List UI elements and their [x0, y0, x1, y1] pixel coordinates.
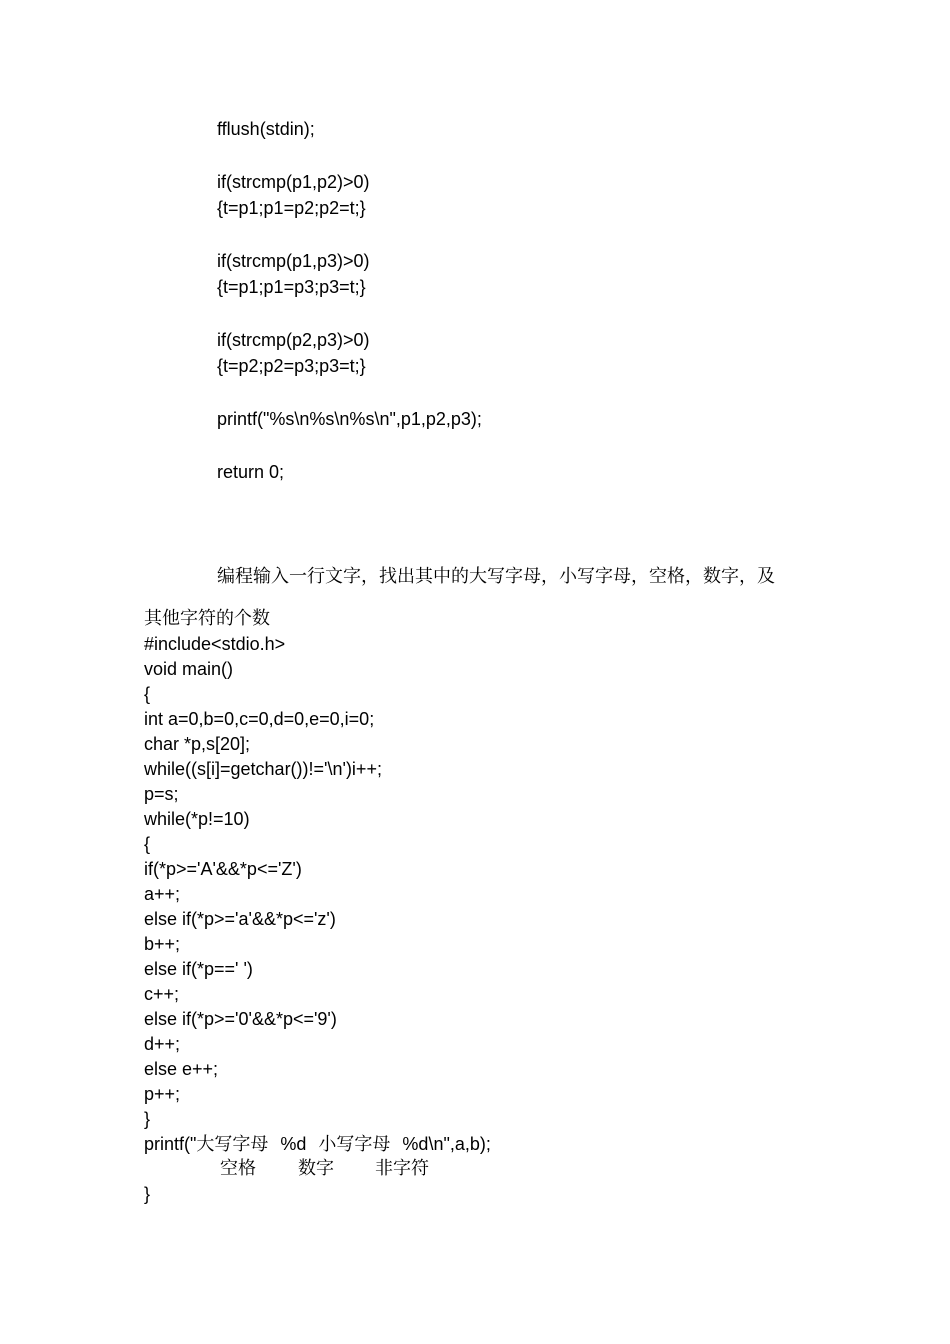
code-line-include: #include<stdio.h>	[144, 634, 286, 654]
code-line-if-1: if(strcmp(p1,p2)>0)	[217, 172, 370, 192]
code-line-close-brace-main: }	[144, 1184, 151, 1204]
printf-prefix: printf("	[144, 1134, 197, 1154]
code-line-swap-2: {t=p1;p1=p3;p3=t;}	[217, 277, 366, 297]
problem-statement-line-2: 其他字符的个数	[144, 608, 270, 629]
code-line-if-space: else if(*p==' ')	[144, 959, 253, 979]
code-line-if-upper: if(*p>='A'&&*p<='Z')	[144, 859, 302, 879]
code-line-p-inc: p++;	[144, 1084, 181, 1104]
code-line-if-3: if(strcmp(p2,p3)>0)	[217, 330, 370, 350]
code-line-if-2: if(strcmp(p1,p3)>0)	[217, 251, 370, 271]
code-line-d-inc: d++;	[144, 1034, 181, 1054]
label-lowercase: 小写字母	[318, 1134, 391, 1155]
label-non-char: 非字符	[375, 1158, 429, 1179]
code-line-main: void main()	[144, 659, 234, 679]
code-line-while-getchar: while((s[i]=getchar())!='\n')i++;	[144, 759, 382, 779]
code-line-close-brace-inner: }	[144, 1109, 151, 1129]
code-line-while-p: while(*p!=10)	[144, 809, 250, 829]
code-line-b-inc: b++;	[144, 934, 181, 954]
label-space: 空格	[220, 1158, 256, 1179]
printf-format-2: %d\n",a,b);	[402, 1134, 491, 1154]
code-line-else-e: else e++;	[144, 1059, 219, 1079]
code-line-p-assign: p=s;	[144, 784, 179, 804]
code-line-fflush: fflush(stdin);	[217, 119, 315, 139]
problem-statement-line-1: 编程输入一行文字，找出其中的大写字母，小写字母，空格，数字，及	[217, 566, 775, 587]
code-line-printf-counts	[144, 1133, 491, 1156]
code-line-return: return 0;	[217, 462, 285, 482]
code-line-swap-3: {t=p2;p2=p3;p3=t;}	[217, 356, 366, 376]
printf-format-1: %d	[280, 1134, 307, 1154]
code-line-open-brace-2: {	[144, 834, 151, 854]
code-line-char-decl: char *p,s[20];	[144, 734, 251, 754]
code-line-a-inc: a++;	[144, 884, 181, 904]
label-uppercase: 大写字母	[196, 1134, 269, 1155]
code-line-swap-1: {t=p1;p1=p2;p2=t;}	[217, 198, 366, 218]
code-line-open-brace: {	[144, 684, 151, 704]
label-digit: 数字	[298, 1158, 334, 1179]
code-line-printf: printf("%s\n%s\n%s\n",p1,p2,p3);	[217, 409, 482, 429]
code-line-int-decl: int a=0,b=0,c=0,d=0,e=0,i=0;	[144, 709, 375, 729]
code-line-if-lower: else if(*p>='a'&&*p<='z')	[144, 909, 336, 929]
code-line-c-inc: c++;	[144, 984, 180, 1004]
code-line-if-digit: else if(*p>='0'&&*p<='9')	[144, 1009, 337, 1029]
